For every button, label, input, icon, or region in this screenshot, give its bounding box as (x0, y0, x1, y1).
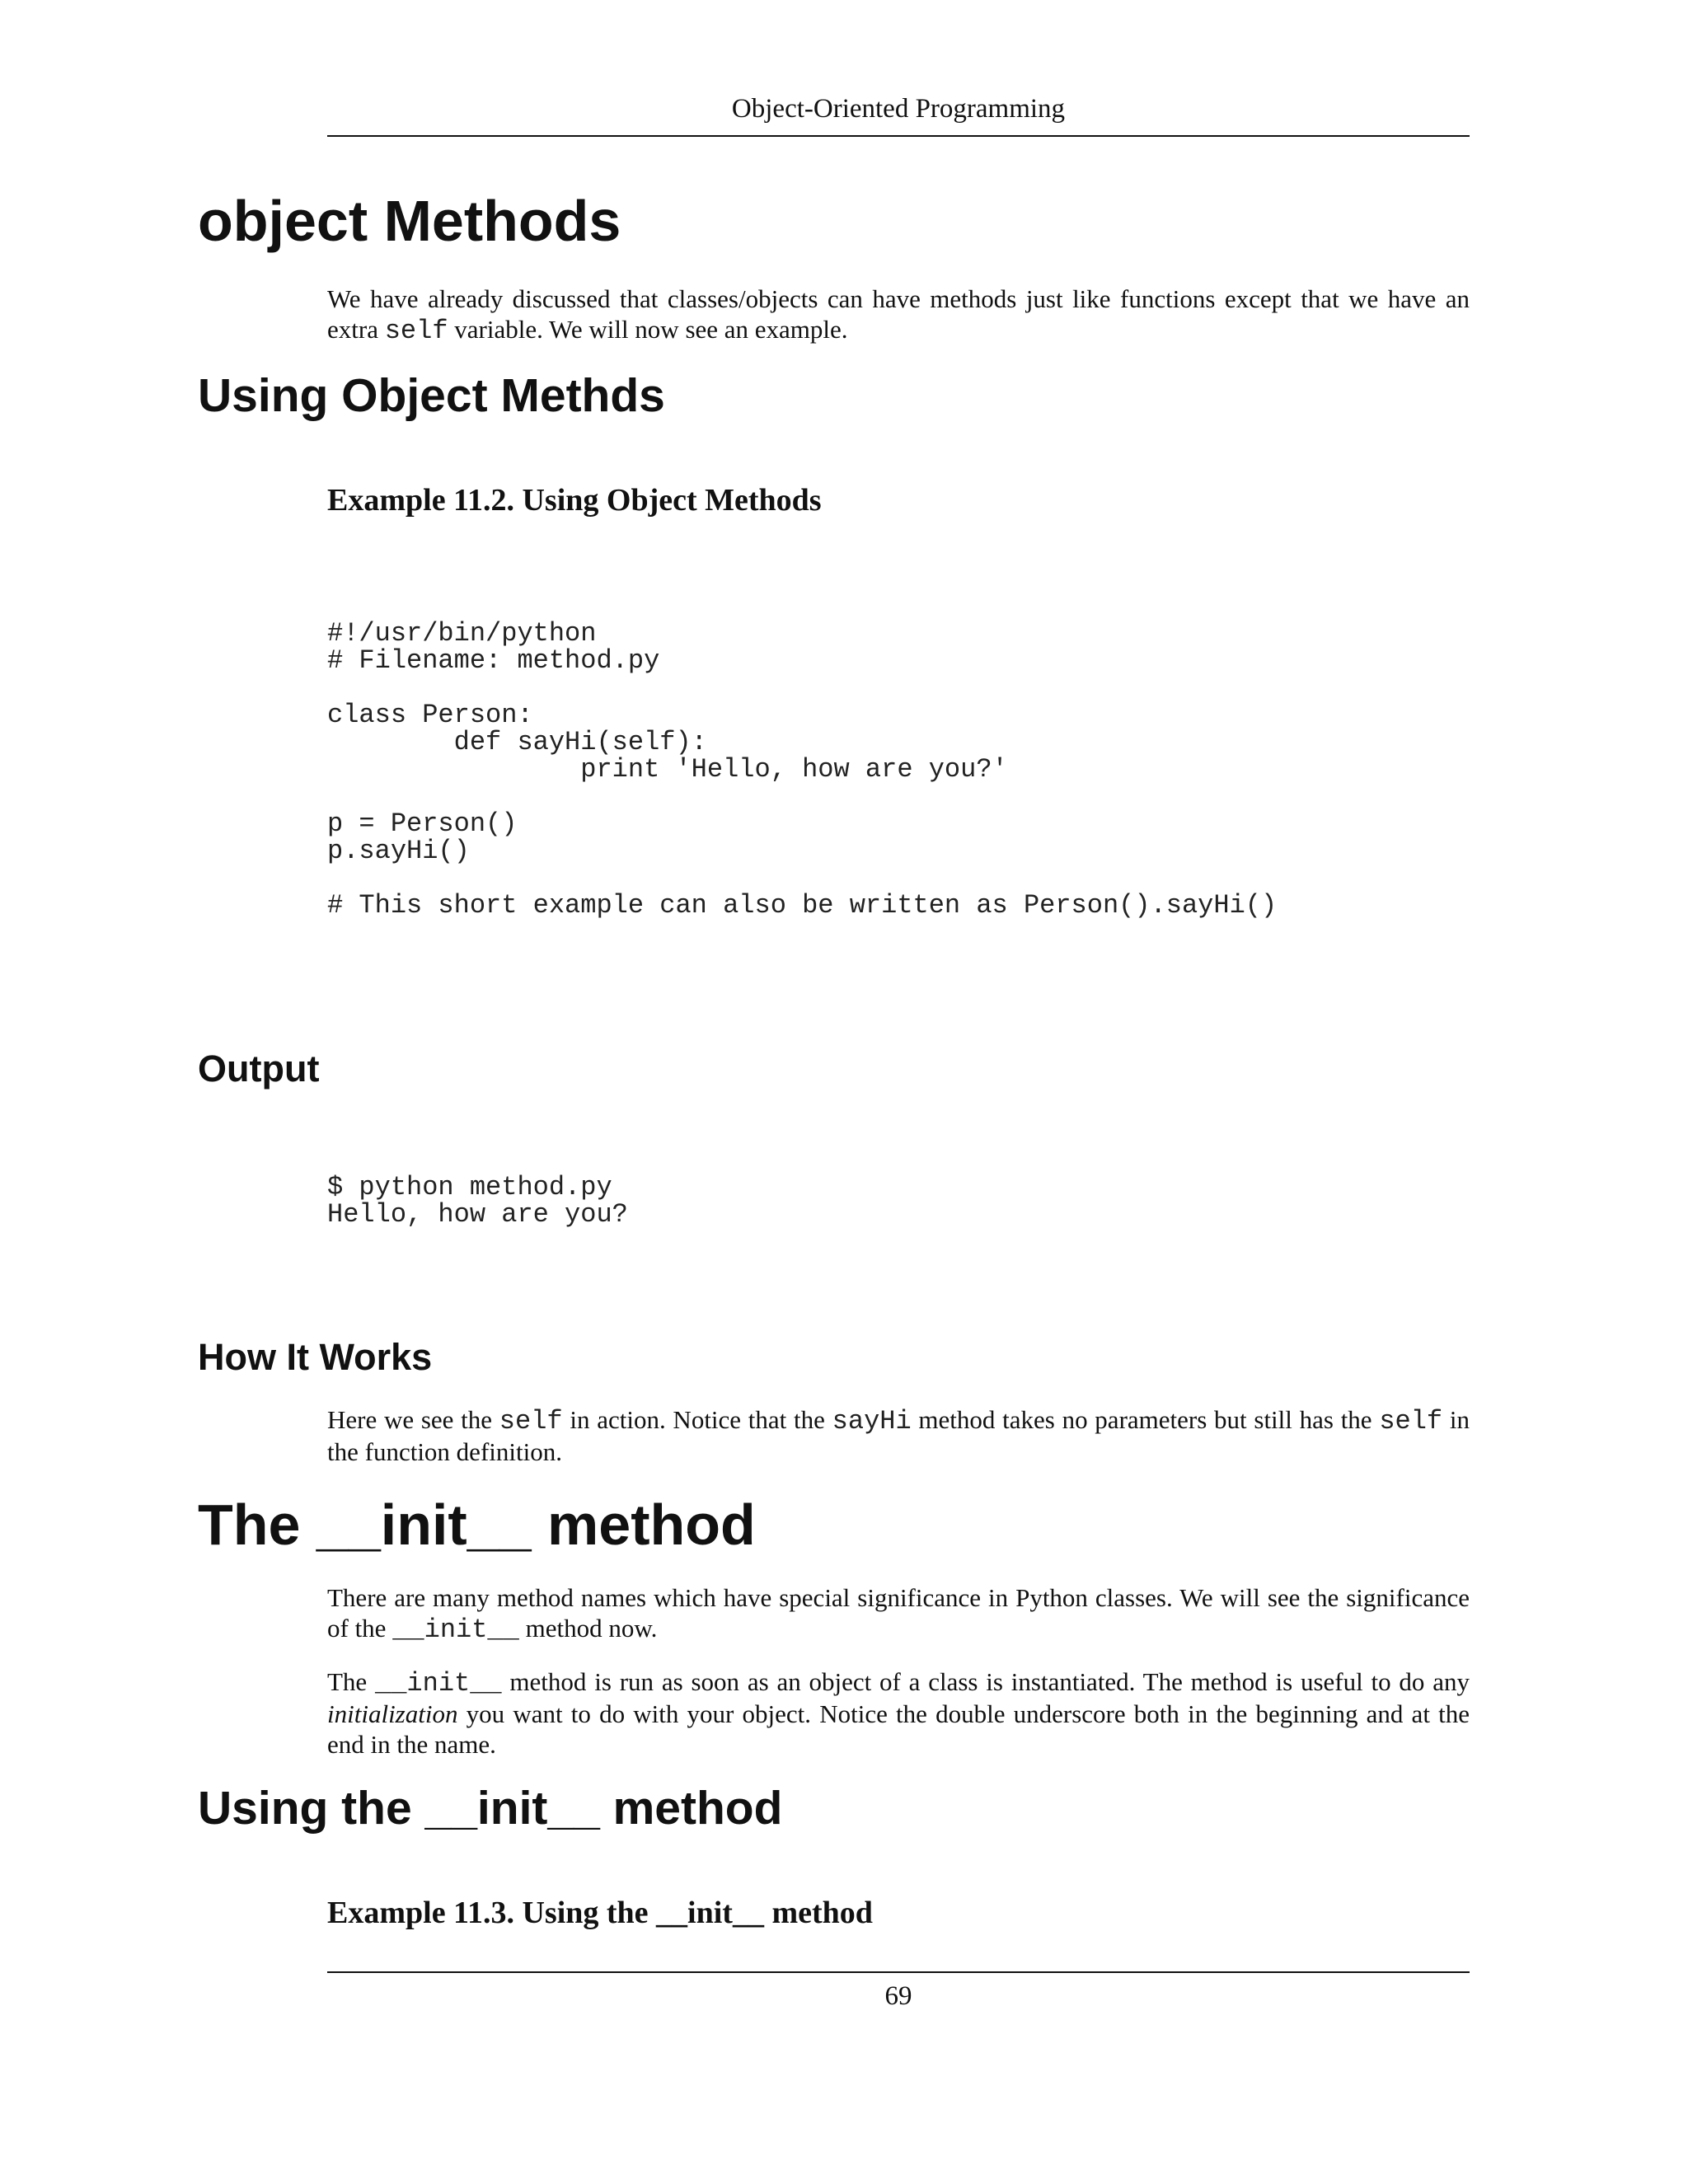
paragraph-init-description (327, 1666, 1470, 1760)
text-run: Here we see the (327, 1405, 499, 1434)
text-run: We have already discussed that classes/objects can have methods just like functions except that we have an extra (327, 284, 1470, 344)
inline-code-sayhi: sayHi (832, 1406, 912, 1436)
inline-code-init: __init__ (392, 1615, 519, 1645)
section-heading-using-init: Using the __init__ method (198, 1782, 783, 1835)
code-block-output: $ python method.py Hello, how are you? (327, 1172, 628, 1230)
emphasis-initialization: initialization (327, 1699, 458, 1728)
paragraph-init-significance (327, 1582, 1470, 1645)
code-block-method-py: #!/usr/bin/python # Filename: method.py class Person: def sayHi(self): print 'Hello, how are you?' p = Person() p.sayHi() # This short example can also be written as Person().sayHi() (327, 618, 1278, 921)
section-heading-output: Output (198, 1047, 320, 1090)
text-run: method takes no parameters but still has the (911, 1405, 1380, 1434)
header-rule (327, 135, 1470, 137)
text-run: method now. (518, 1614, 658, 1643)
running-header: Object-Oriented Programming (731, 94, 1066, 124)
section-heading-object-methods: object Methods (198, 189, 621, 253)
inline-code-self: self (384, 316, 448, 346)
section-heading-how-it-works: How It Works (198, 1336, 433, 1378)
section-heading-init-method: The __init__ method (198, 1493, 756, 1557)
paragraph-object-methods (327, 284, 1470, 346)
inline-code-self: self (499, 1406, 563, 1436)
text-run: in the function definition. (327, 1405, 1470, 1466)
text-run: The (327, 1667, 375, 1696)
text-run: in action. Notice that the (562, 1405, 832, 1434)
paragraph-how-it-works (327, 1404, 1470, 1467)
footer-rule (327, 1971, 1470, 1973)
text-run: method is run as soon as an object of a class is instantiated. The method is useful to do any (501, 1667, 1470, 1696)
inline-code-init: __init__ (375, 1668, 502, 1699)
section-heading-using-object-methods: Using Object Methds (198, 369, 665, 422)
inline-code-self: self (1379, 1406, 1443, 1436)
text-run: variable. We will now see an example. (448, 315, 848, 344)
text-run: you want to do with your object. Notice the double underscore both in the beginning and at the end in the name. (327, 1699, 1470, 1759)
example-title-11-3: Example 11.3. Using the __init__ method (327, 1896, 873, 1930)
text-run: There are many method names which have special significance in Python classes. We will see the significance of the (327, 1583, 1470, 1643)
example-title-11-2: Example 11.2. Using Object Methods (327, 483, 822, 518)
page-number: 69 (884, 1981, 912, 2011)
